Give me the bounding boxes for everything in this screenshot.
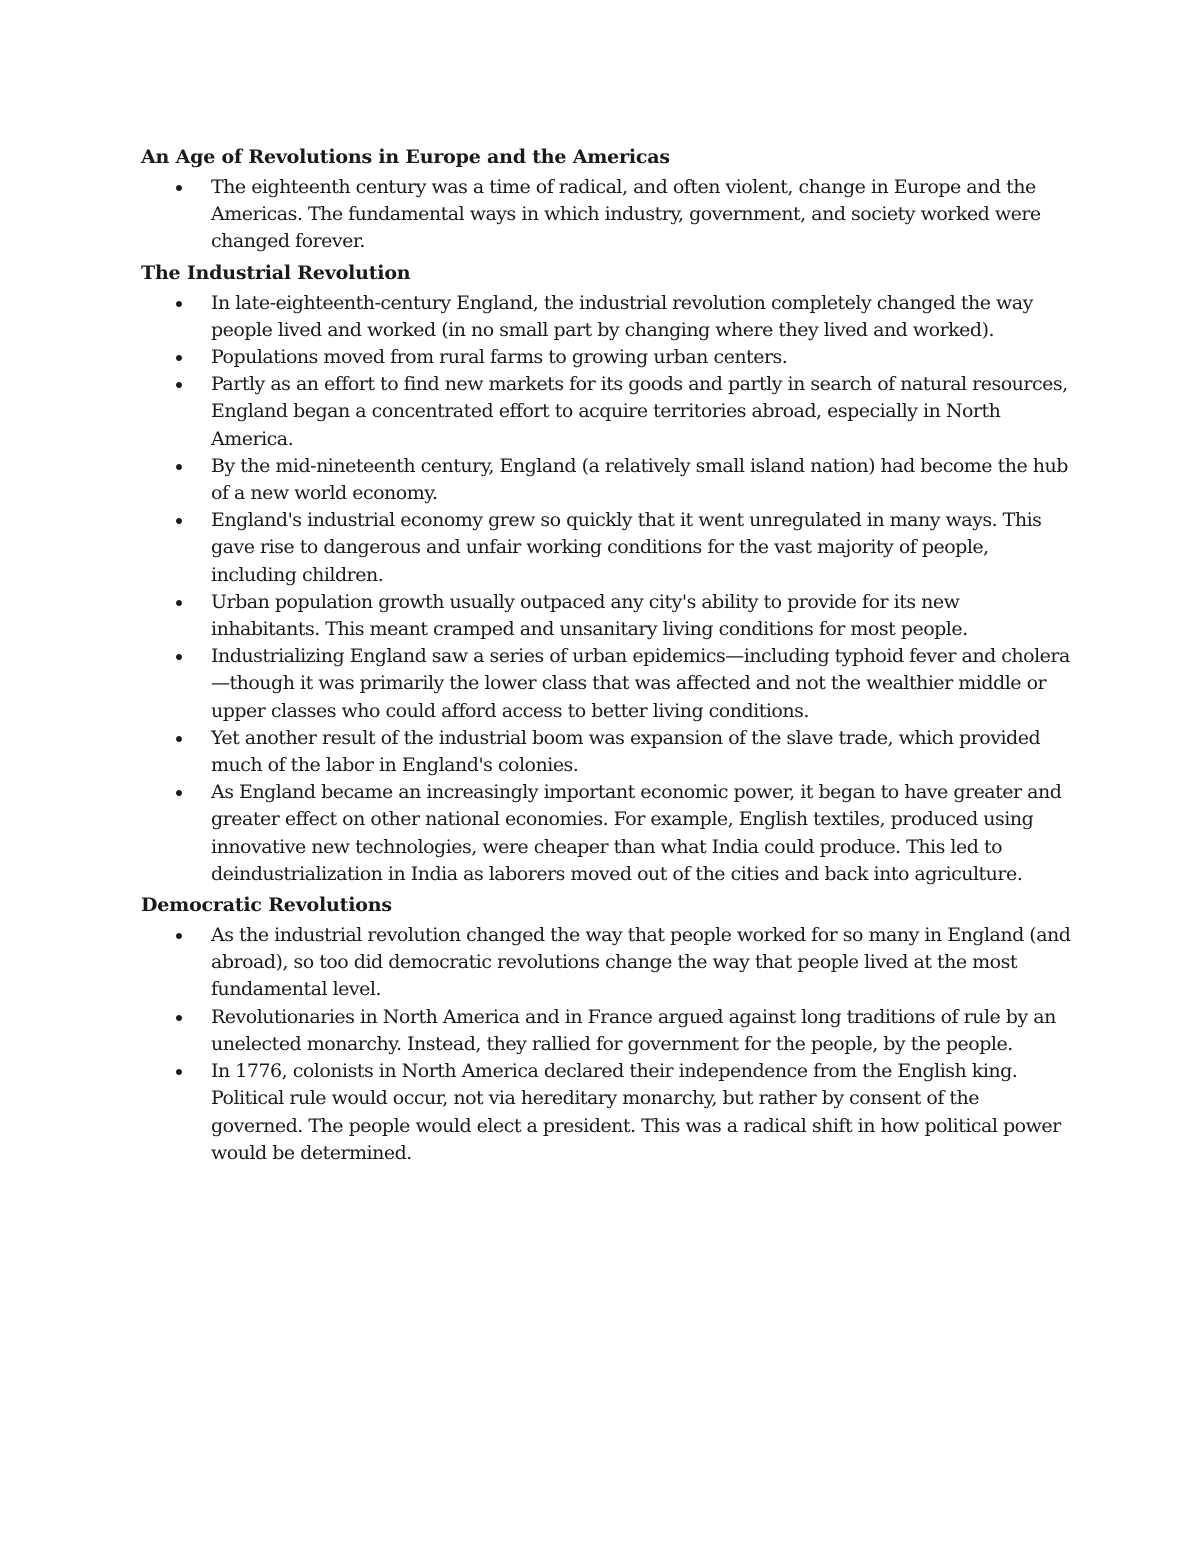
bullet-icon bbox=[176, 600, 182, 606]
bullet-list-industrial-revolution bbox=[141, 290, 1071, 888]
bullet-icon bbox=[176, 790, 182, 796]
list-item bbox=[141, 922, 1071, 1004]
bullet-icon bbox=[176, 933, 182, 939]
list-item-text: Partly as an effort to find new markets for its goods and partly in search of natural resources, England began a concentrated effort to acquire territories abroad, especially in North America. bbox=[211, 373, 1068, 450]
bullet-icon bbox=[176, 1069, 182, 1075]
section-heading-democratic-revolutions: Democratic Revolutions bbox=[141, 894, 392, 917]
list-item-text: By the mid-nineteenth century, England (a relatively small island nation) had become the hub of a new world economy. bbox=[211, 454, 1068, 505]
list-item-text: Industrializing England saw a series of urban epidemics—including typhoid fever and cholera—though it was primarily the lower class that was affected and not the wealthier middle or upper classes who could afford access to better living conditions. bbox=[211, 645, 1070, 722]
list-item-text: Urban population growth usually outpaced any city's ability to provide for its new inhabitants. This meant cramped and unsanitary living conditions for most people. bbox=[211, 590, 968, 641]
bullet-icon bbox=[176, 736, 182, 742]
bullet-icon bbox=[176, 185, 182, 191]
list-item-text: In late-eighteenth-century England, the industrial revolution completely changed the way people lived and worked (in no small part by changing where they lived and worked). bbox=[211, 291, 1033, 341]
list-item-text: As the industrial revolution changed the way that people worked for so many in England (and abroad), so too did democratic revolutions change the way that people lived at the most fundamental level. bbox=[211, 924, 1071, 1001]
bullet-icon bbox=[176, 355, 182, 361]
list-item-text: England's industrial economy grew so quickly that it went unregulated in many ways. This gave rise to dangerous and unfair working conditions for the vast majority of people, including children. bbox=[211, 509, 1042, 586]
bullet-icon bbox=[176, 301, 182, 307]
list-item-text: Revolutionaries in North America and in France argued against long traditions of rule by an unelected monarchy. Instead, they rallied for government for the people, by the people. bbox=[211, 1005, 1056, 1055]
bullet-icon bbox=[176, 1015, 182, 1021]
bullet-icon bbox=[176, 654, 182, 660]
list-item bbox=[141, 174, 1071, 256]
bullet-icon bbox=[176, 382, 182, 388]
list-item bbox=[141, 1004, 1071, 1058]
bullet-icon bbox=[176, 518, 182, 524]
list-item bbox=[141, 507, 1071, 589]
document-body bbox=[141, 140, 1071, 1167]
list-item bbox=[141, 589, 1071, 643]
list-item-text: Yet another result of the industrial boom was expansion of the slave trade, which provided much of the labor in England's colonies. bbox=[211, 726, 1041, 777]
list-item-text: In 1776, colonists in North America declared their independence from the English king. Political rule would occur, not via hereditary monarchy, but rather by consent of the governed. The people would elect a president. This was a radical shift in how political power would be determined. bbox=[211, 1060, 1061, 1164]
list-item bbox=[141, 779, 1071, 888]
bullet-list-democratic-revolutions bbox=[141, 922, 1071, 1167]
list-item-text: As England became an increasingly important economic power, it began to have greater and greater effect on other national economies. For example, English textiles, produced using innovative new technologies, were cheaper than what India could produce. This led to deindustrialization in India as laborers moved out of the cities and back into agriculture. bbox=[211, 781, 1062, 885]
section-heading-age-of-revolutions: An Age of Revolutions in Europe and the Americas bbox=[141, 146, 670, 168]
list-item-text: The eighteenth century was a time of radical, and often violent, change in Europe and the Americas. The fundamental ways in which industry, government, and society worked were changed forever. bbox=[211, 176, 1041, 253]
section-heading-industrial-revolution: The Industrial Revolution bbox=[141, 261, 411, 284]
bullet-icon bbox=[176, 464, 182, 470]
list-item bbox=[141, 453, 1071, 507]
bullet-list-age-of-revolutions bbox=[141, 174, 1071, 256]
list-item bbox=[141, 643, 1071, 725]
list-item bbox=[141, 1058, 1071, 1167]
list-item bbox=[141, 290, 1071, 344]
list-item-text: Populations moved from rural farms to growing urban centers. bbox=[211, 346, 788, 369]
list-item bbox=[141, 725, 1071, 779]
list-item bbox=[141, 344, 1071, 371]
list-item bbox=[141, 371, 1071, 453]
